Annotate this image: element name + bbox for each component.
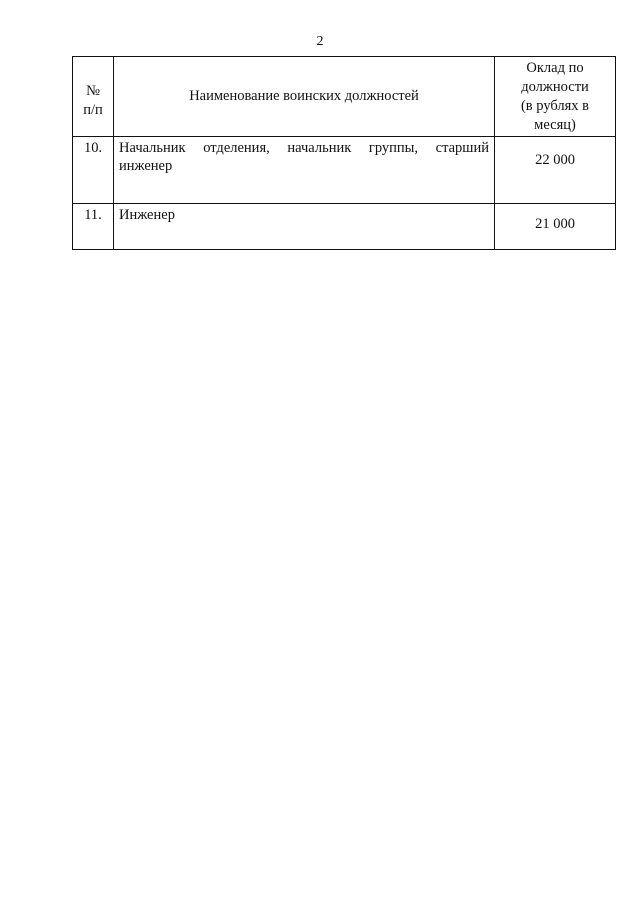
- header-salary-line-2: должности: [521, 78, 589, 95]
- table-row: [73, 204, 616, 250]
- header-number-symbol: №: [86, 82, 100, 99]
- positions-table: [72, 56, 616, 250]
- header-number-cell: [73, 57, 114, 137]
- positions-table-container: [72, 56, 615, 250]
- header-salary-line-3: (в рублях в: [520, 97, 590, 114]
- header-position-name-cell: [114, 57, 495, 137]
- row-salary: 21 000: [495, 204, 616, 250]
- row-number: 11.: [73, 204, 114, 250]
- header-salary-line-1: Оклад по: [526, 59, 584, 76]
- table-row: [73, 137, 616, 204]
- row-position-name: Начальник отделения, начальник группы, старший инженер: [114, 137, 495, 204]
- header-salary-line-4: месяц): [534, 116, 576, 133]
- row-salary: 22 000: [495, 137, 616, 204]
- page-number: 2: [316, 34, 324, 49]
- header-number-abbrev: п/п: [83, 101, 103, 118]
- table-header-row: [73, 57, 616, 137]
- row-number: 10.: [73, 137, 114, 204]
- row-position-name: Инженер: [114, 204, 495, 250]
- header-position-name: Наименование воинских должностей: [189, 88, 419, 104]
- header-salary-cell: [495, 57, 616, 137]
